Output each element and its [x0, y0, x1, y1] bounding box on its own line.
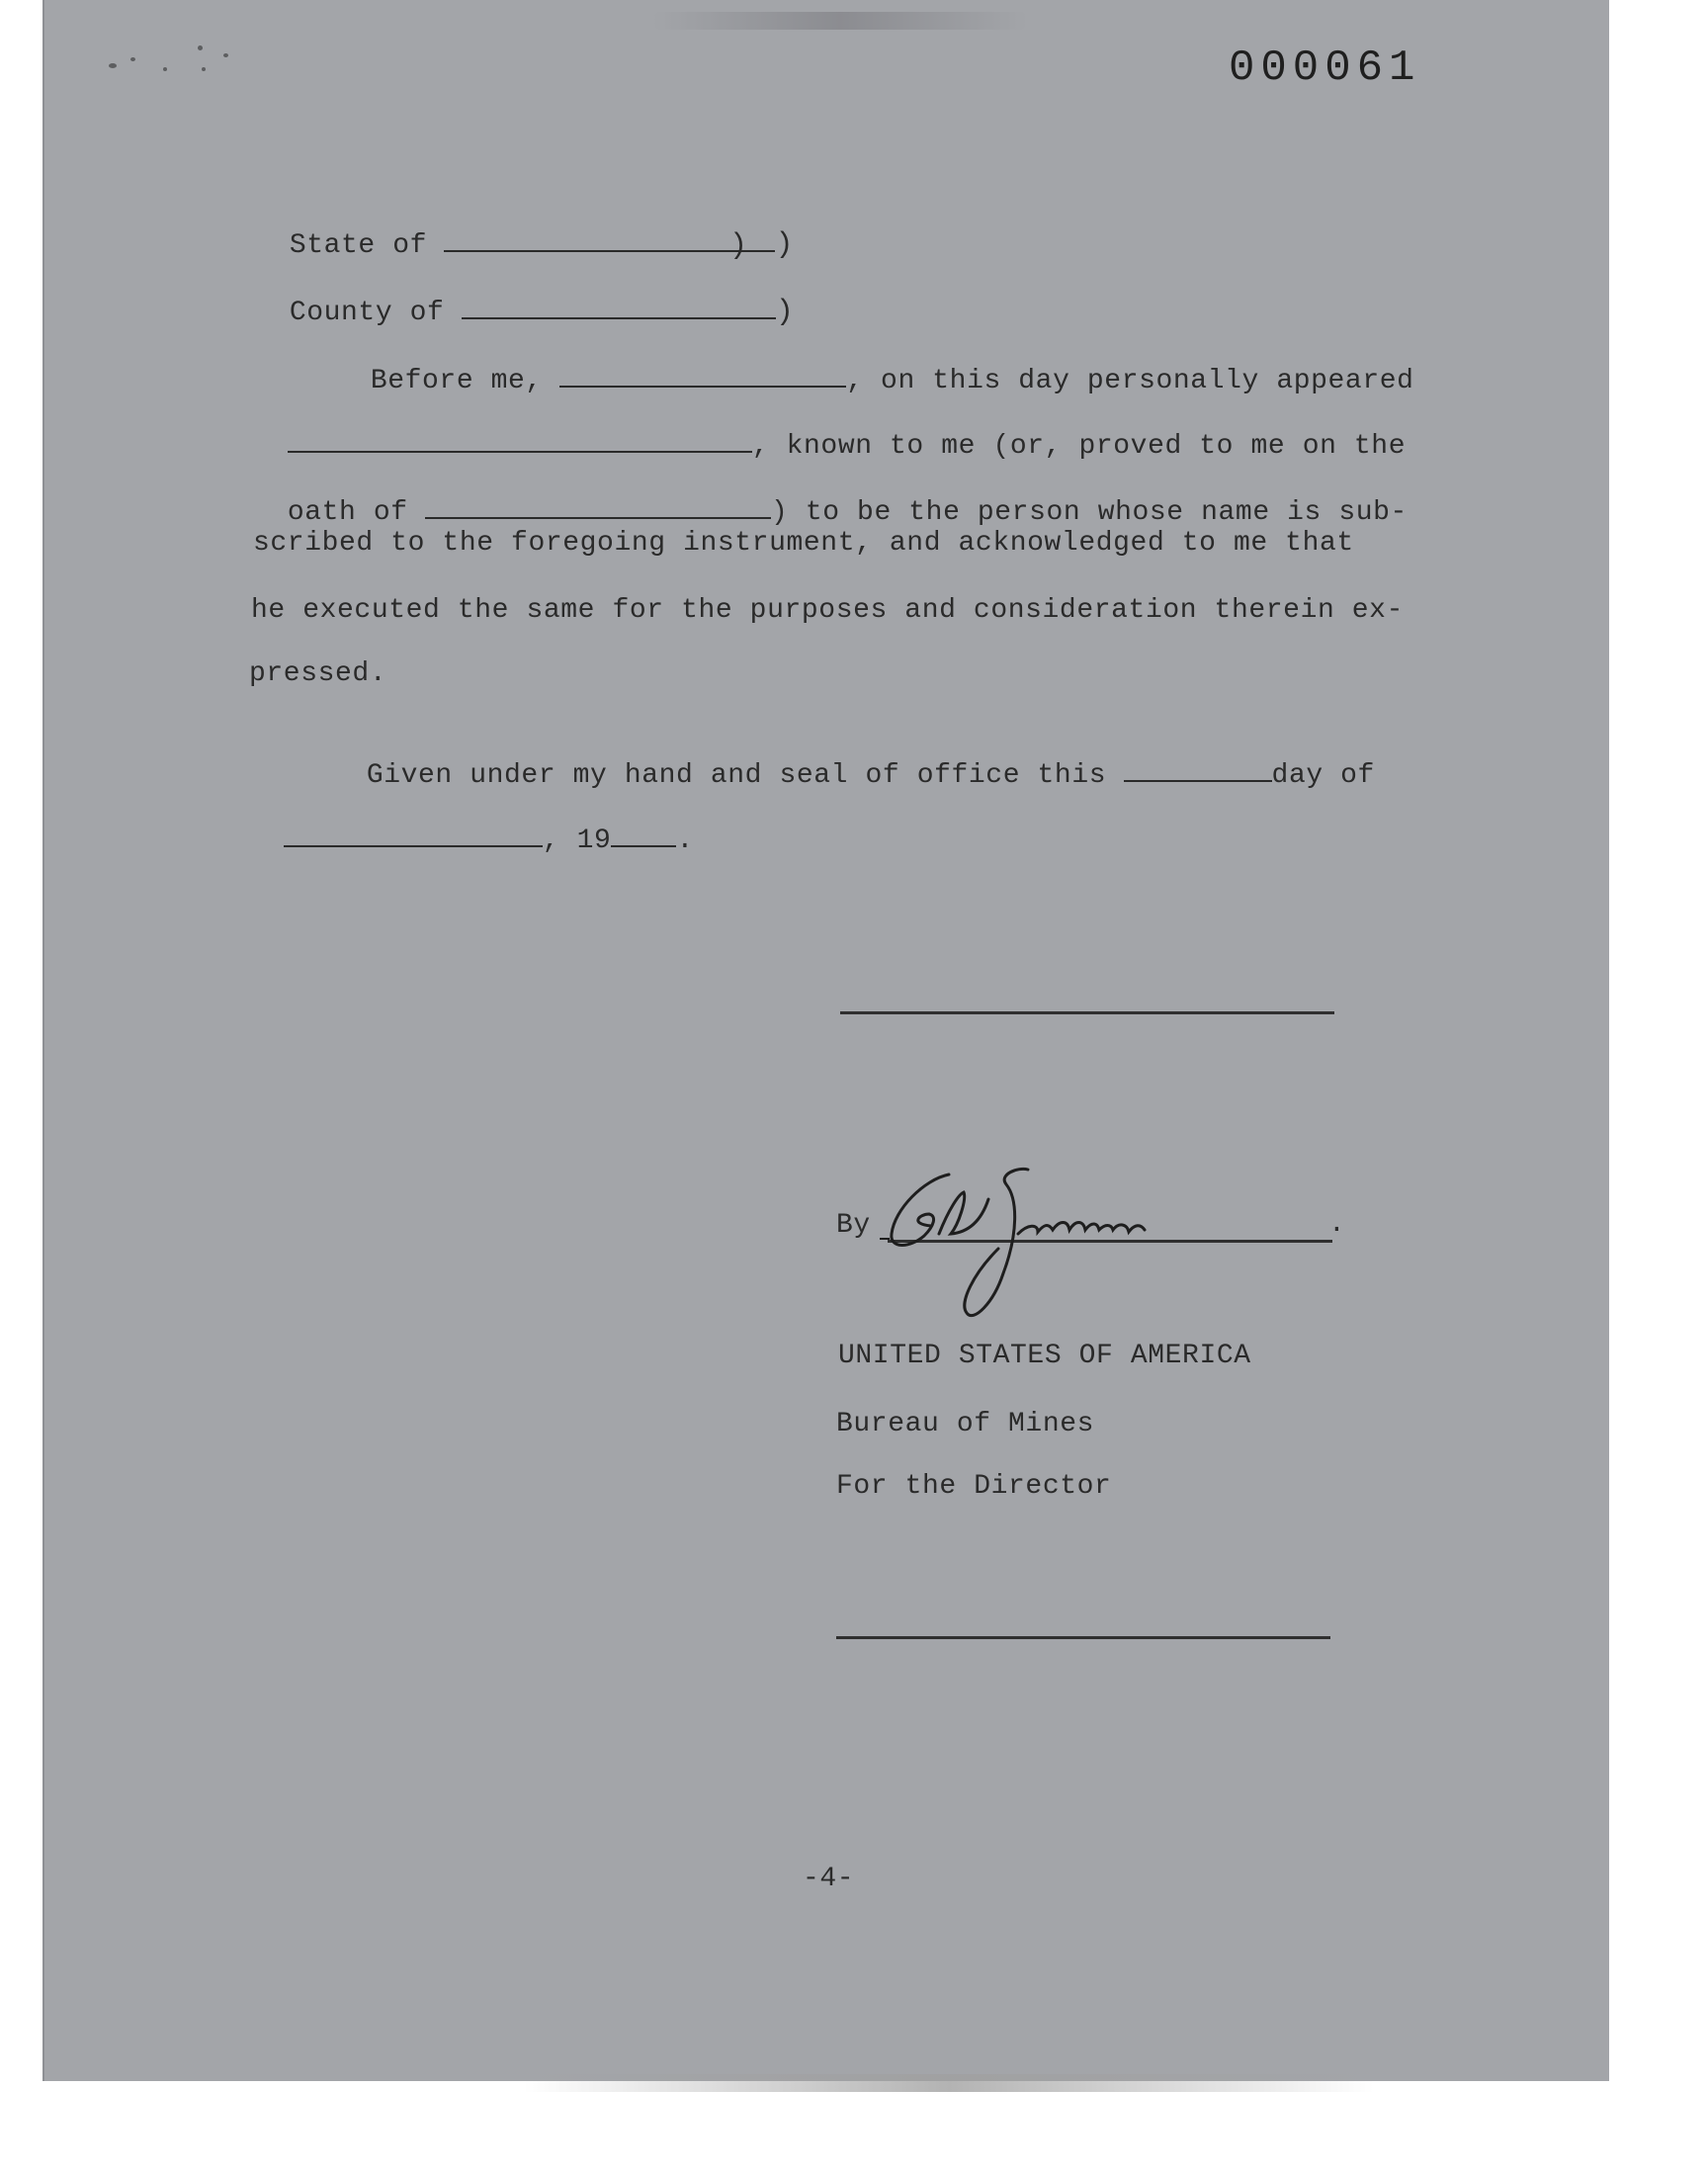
scan-shadow-bottom — [524, 2074, 1374, 2092]
year-prefix: , 19 — [542, 826, 612, 856]
before-me-text: Before me, — [370, 366, 543, 396]
oath-of-text: oath of — [287, 497, 408, 528]
year-blank — [611, 824, 676, 847]
bracket: ) — [775, 296, 795, 329]
scan-shadow-top — [652, 12, 1028, 30]
state-blank — [444, 228, 775, 252]
notary-name-blank — [559, 364, 846, 388]
month-blank — [284, 824, 543, 847]
state-label: State of — [289, 230, 428, 261]
appeared-text: , on this day personally appeared — [846, 366, 1414, 396]
body-line-6: pressed. — [249, 658, 387, 689]
scan-speck — [202, 67, 206, 71]
org-name: UNITED STATES OF AMERICA — [838, 1341, 1251, 1371]
body-line-4: scribed to the foregoing instrument, and acknowledged to me that — [253, 528, 1354, 559]
scan-speck — [223, 53, 228, 57]
county-label: County of — [289, 298, 445, 328]
body-line-2 — [253, 395, 1406, 464]
year-period: . — [676, 826, 694, 856]
notary-signature-line — [840, 1011, 1334, 1014]
scan-speck — [163, 67, 167, 71]
document-number: 000061 — [1229, 44, 1421, 93]
given-line — [332, 725, 1375, 793]
person-text: ) to be the person whose name is sub- — [771, 497, 1408, 528]
by-label: By — [836, 1210, 871, 1241]
day-of-text: day of — [1271, 760, 1375, 791]
org-director: For the Director — [836, 1471, 1112, 1502]
org-bureau: Bureau of Mines — [836, 1409, 1095, 1439]
county-blank — [462, 296, 776, 319]
day-blank — [1124, 758, 1272, 782]
bracket-mid: ) — [729, 229, 748, 263]
bracket: ) — [775, 228, 795, 262]
page-number: -4- — [803, 1864, 855, 1894]
appearer-name-blank — [288, 429, 752, 453]
bottom-signature-line — [836, 1636, 1330, 1639]
scan-speck — [198, 45, 203, 50]
by-period: . — [1328, 1209, 1346, 1240]
body-line-3 — [253, 462, 1408, 530]
state-line — [255, 195, 794, 263]
given-text: Given under my hand and seal of office this — [366, 760, 1107, 791]
known-to-me-text: , known to me (or, proved to me on the — [751, 431, 1407, 462]
handwritten-signature — [880, 1155, 1236, 1328]
scan-speck — [109, 63, 117, 68]
county-line — [255, 262, 794, 330]
oath-name-blank — [425, 495, 771, 519]
scan-speck — [130, 57, 135, 61]
body-line-5: he executed the same for the purposes and consideration therein ex- — [251, 595, 1404, 626]
year-line — [249, 790, 694, 858]
body-line-1 — [336, 330, 1414, 398]
